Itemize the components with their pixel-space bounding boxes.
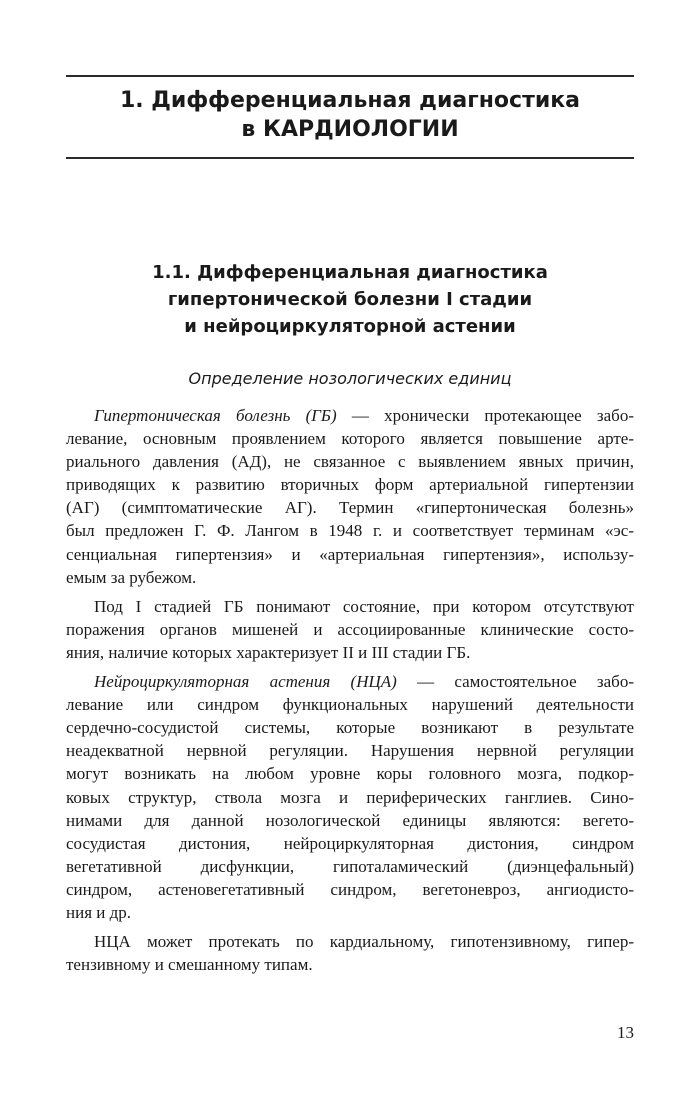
text-line: левание, основным проявлением которого является повышение арте- <box>66 429 634 449</box>
section-title-line-1: 1.1. Дифференциальная диагностика <box>152 262 548 283</box>
text-line: риального давления (АД), не связанное с выявлением явных причин, <box>66 452 634 472</box>
term-hypertension: Гипертоническая болезнь (ГБ) <box>94 406 337 425</box>
text-line: был предложен Г. Ф. Лангом в 1948 г. и соответствует терминам «эс- <box>66 521 634 541</box>
paragraph-nca-definition <box>66 670 634 924</box>
chapter-title-line-2: в КАРДИОЛОГИИ <box>241 117 459 142</box>
text-line: поражения органов мишеней и ассоциированные клинические состо- <box>66 619 634 639</box>
text-line: нимами для данной нозологической единицы являются: вегето- <box>66 810 634 830</box>
chapter-title-line-1: 1. Дифференциальная диагностика <box>119 88 581 113</box>
text-line: ковых структур, ствола мозга и периферических ганглиев. Сино- <box>66 787 634 807</box>
text-line: сосудистая дистония, нейроциркуляторная дистония, синдром <box>66 833 634 853</box>
text-line: ния и др. <box>66 902 132 922</box>
text-line: неадекватной нервной регуляции. Нарушения нервной регуляции <box>66 741 634 761</box>
section-title-line-3: и нейроциркуляторной астении <box>184 316 516 337</box>
text-line: Нейроциркуляторная астения (НЦА) — самостоятельное забо- <box>94 672 634 692</box>
text-line: яния, наличие которых характеризует II и III стадии ГБ. <box>66 642 471 662</box>
text-line: тензивному и смешанному типам. <box>66 955 313 975</box>
paragraph-nca-types <box>66 930 634 976</box>
chapter-title <box>66 86 634 144</box>
text-line: приводящих к развитию вторичных форм артериальной гипертензии <box>66 475 634 495</box>
subsection-title: Определение нозологических единиц <box>188 369 512 388</box>
body-text <box>66 404 634 976</box>
text-line: (АГ) (симптоматические АГ). Термин «гипертоническая болезнь» <box>66 498 634 518</box>
paragraph-stage-one <box>66 595 634 664</box>
text-line: левание или синдром функциональных нарушений деятельности <box>66 695 634 715</box>
section-title <box>66 259 634 340</box>
text-line: НЦА может протекать по кардиальному, гипотензивному, гипер- <box>94 932 634 952</box>
section-title-line-2: гипертонической болезни I стадии <box>167 289 533 310</box>
text-line: Под I стадией ГБ понимают состояние, при котором отсутствуют <box>94 596 634 616</box>
text-line: сердечно-сосудистой системы, которые возникают в результате <box>66 718 634 738</box>
paragraph-hypertension-definition <box>66 404 634 589</box>
text-line: сенциальная гипертензия» и «артериальная гипертензия», использу- <box>66 544 634 564</box>
text-line: вегетативной дисфункции, гипоталамический (диэнцефальный) <box>66 856 634 876</box>
chapter-bottom-rule <box>66 157 634 159</box>
term-nca: Нейроциркуляторная астения (НЦА) <box>94 672 397 692</box>
page-number: 13 <box>617 1023 634 1042</box>
text-line: емым за рубежом. <box>66 567 197 587</box>
chapter-top-rule <box>66 75 634 77</box>
text-line: Гипертоническая болезнь (ГБ) — хронически протекающее забо- <box>94 406 634 425</box>
text-line: синдром, астеновегетативный синдром, вегетоневроз, ангиодисто- <box>66 879 634 899</box>
text-line: могут возникать на любом уровне коры головного мозга, подкор- <box>66 764 634 784</box>
